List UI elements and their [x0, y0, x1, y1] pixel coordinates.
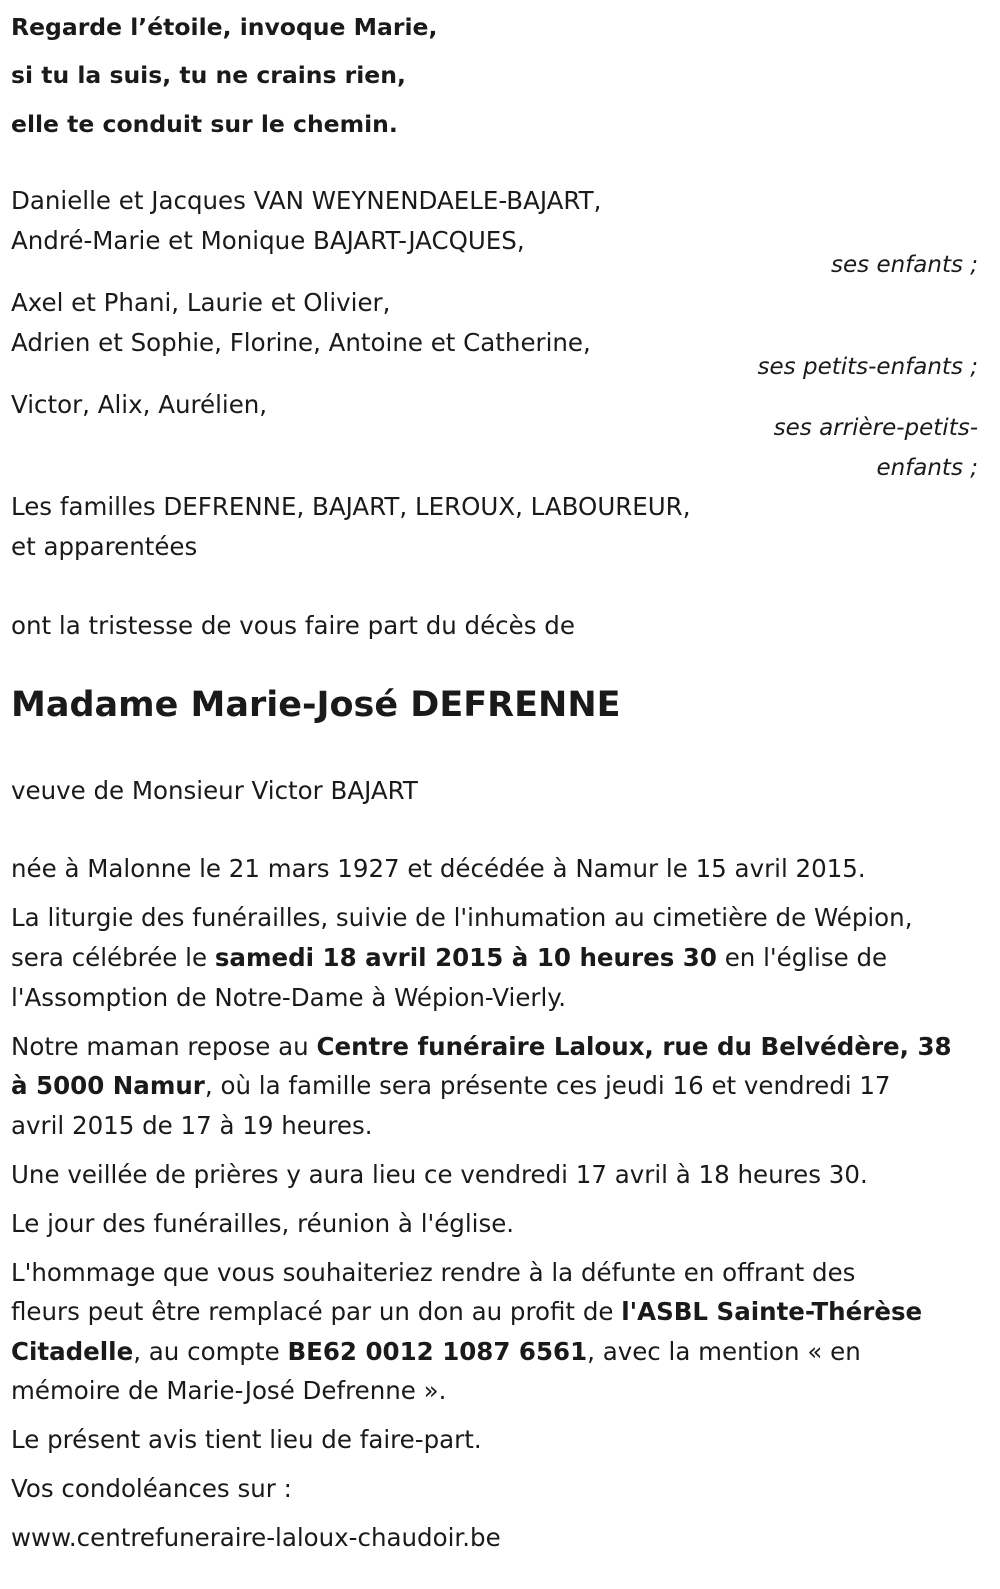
verse-line-2: si tu la suis, tu ne crains rien,: [11, 61, 406, 89]
flowers-line-3-post: , avec la mention « en: [587, 1337, 861, 1366]
funeral-line-2-pre: sera célébrée le: [11, 943, 215, 972]
great-grandchildren-label-2: enfants ;: [876, 455, 978, 481]
flowers-line-2-pre: fleurs peut être remplacé par un don au profit de: [11, 1297, 622, 1326]
funeral-line-2: [11, 938, 887, 978]
flowers-line-2: [11, 1292, 922, 1332]
bank-account: BE62 0012 1087 6561: [287, 1337, 588, 1366]
charity-name-end: Citadelle: [11, 1337, 134, 1366]
families-line-1: Les familles DEFRENNE, BAJART, LEROUX, LABOUREUR,: [11, 492, 691, 521]
meeting-text: Le jour des funérailles, réunion à l'église.: [11, 1209, 515, 1238]
funeral-line-3: l'Assomption de Notre-Dame à Wépion-Vierly.: [11, 983, 567, 1012]
children-label: ses enfants ;: [831, 252, 978, 278]
verse-line-3: elle te conduit sur le chemin.: [11, 110, 398, 138]
flowers-line-3: [11, 1332, 861, 1372]
great-grandchildren-line: Victor, Alix, Aurélien,: [11, 390, 268, 419]
birth-death-text: née à Malonne le 21 mars 1927 et décédée à Namur le 15 avril 2015.: [11, 854, 866, 883]
rest-line-3: avril 2015 de 17 à 19 heures.: [11, 1111, 373, 1140]
notice-text: Le présent avis tient lieu de faire-part.: [11, 1425, 482, 1454]
funeral-date: samedi 18 avril 2015 à 10 heures 30: [214, 943, 717, 972]
verse-line-1: Regarde l’étoile, invoque Marie,: [11, 13, 438, 41]
rest-line-1: [11, 1027, 952, 1067]
announcement-text: ont la tristesse de vous faire part du décès de: [11, 611, 575, 640]
flowers-line-3-mid: , au compte: [133, 1337, 288, 1366]
rest-line-1-pre: Notre maman repose au: [11, 1032, 317, 1061]
grandchildren-line-2: Adrien et Sophie, Florine, Antoine et Catherine,: [11, 328, 591, 357]
rest-location: Centre funéraire Laloux, rue du Belvédère, 38: [316, 1032, 952, 1061]
families-line-2: et apparentées: [11, 532, 198, 561]
great-grandchildren-label-1: ses arrière-petits-: [773, 415, 978, 441]
children-line-1: Danielle et Jacques VAN WEYNENDAELE-BAJART,: [11, 186, 602, 215]
deceased-name: Madame Marie-José DEFRENNE: [11, 685, 621, 725]
vigil-text: Une veillée de prières y aura lieu ce vendredi 17 avril à 18 heures 30.: [11, 1160, 868, 1189]
condolences-label: Vos condoléances sur :: [11, 1474, 292, 1503]
charity-name: l'ASBL Sainte-Thérèse: [621, 1297, 923, 1326]
flowers-line-1: L'hommage que vous souhaiteriez rendre à la défunte en offrant des: [11, 1258, 856, 1287]
funeral-line-2-post: en l'église de: [716, 943, 888, 972]
rest-line-2: [11, 1066, 891, 1106]
grandchildren-label: ses petits-enfants ;: [757, 354, 978, 380]
funeral-line-1: La liturgie des funérailles, suivie de l'inhumation au cimetière de Wépion,: [11, 903, 913, 932]
children-line-2: André-Marie et Monique BAJART-JACQUES,: [11, 226, 525, 255]
widow-of-text: veuve de Monsieur Victor BAJART: [11, 776, 418, 805]
rest-city: à 5000 Namur: [11, 1071, 205, 1100]
flowers-line-4: mémoire de Marie-José Defrenne ».: [11, 1376, 447, 1405]
grandchildren-line-1: Axel et Phani, Laurie et Olivier,: [11, 288, 391, 317]
rest-line-2-post: , où la famille sera présente ces jeudi 16 et vendredi 17: [204, 1071, 891, 1100]
website-link[interactable]: www.centrefuneraire-laloux-chaudoir.be: [11, 1523, 501, 1552]
